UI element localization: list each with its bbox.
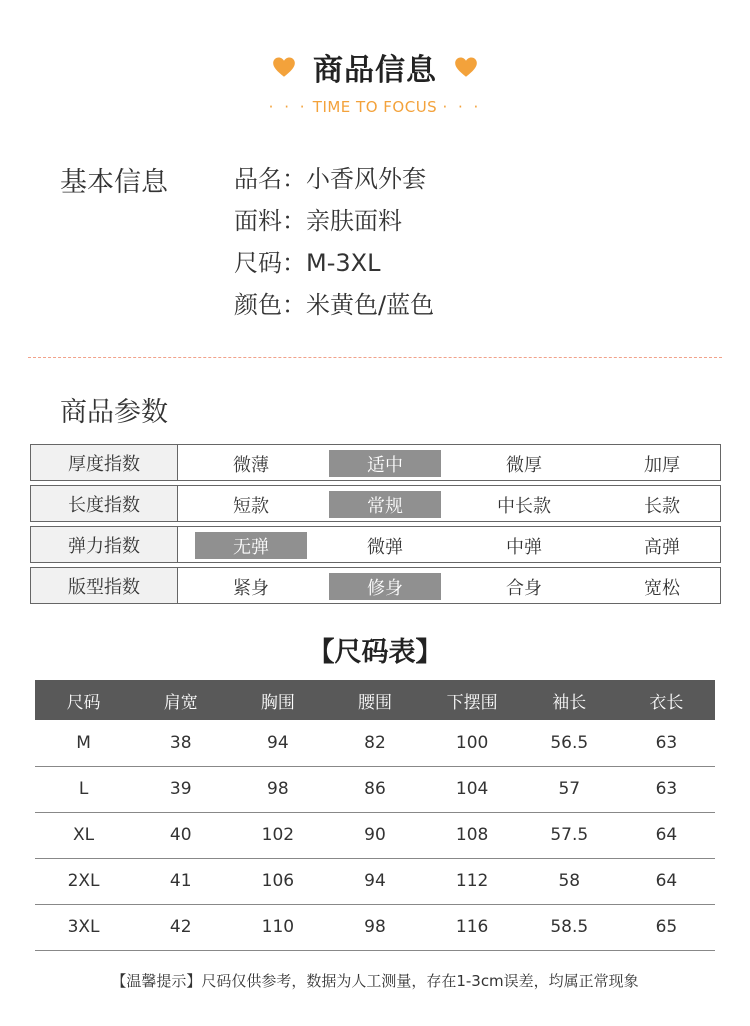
param-label: 长度指数 — [31, 486, 178, 521]
table-cell: 2XL — [35, 858, 132, 904]
table-cell: 104 — [424, 766, 521, 812]
table-cell: 94 — [326, 858, 423, 904]
params-title: 商品参数 — [60, 397, 168, 428]
param-option: 紧身 — [233, 577, 269, 599]
heart-icon — [453, 54, 479, 80]
table-row — [35, 858, 715, 904]
param-options — [178, 486, 720, 521]
subtitle-text: TIME TO FOCUS — [312, 98, 438, 116]
param-option: 高弹 — [644, 536, 680, 558]
table-cell: 108 — [424, 812, 521, 858]
header-sleeve: 袖长 — [521, 680, 618, 720]
basic-info-label: 基本信息 — [60, 167, 168, 198]
param-label: 厚度指数 — [31, 445, 178, 480]
subtitle-dots-right: · · · — [442, 98, 482, 116]
table-cell: 86 — [326, 766, 423, 812]
table-cell: 106 — [229, 858, 326, 904]
table-cell: 3XL — [35, 904, 132, 950]
header-shoulder: 肩宽 — [132, 680, 229, 720]
table-cell: 41 — [132, 858, 229, 904]
table-cell: 82 — [326, 720, 423, 766]
table-cell: 39 — [132, 766, 229, 812]
header-size: 尺码 — [35, 680, 132, 720]
table-cell: 94 — [229, 720, 326, 766]
param-label: 版型指数 — [31, 568, 178, 603]
table-cell: L — [35, 766, 132, 812]
size-table-header-row — [35, 680, 715, 720]
param-label: 弹力指数 — [31, 527, 178, 562]
param-option: 无弹 — [195, 532, 307, 559]
param-option: 微薄 — [233, 454, 269, 476]
param-option: 长款 — [644, 495, 680, 517]
param-options — [178, 527, 720, 562]
basic-info-list — [234, 160, 434, 328]
dashed-divider — [28, 357, 722, 358]
table-row — [35, 720, 715, 766]
param-option: 中弹 — [506, 536, 542, 558]
basic-info-color: 颜色：米黄色/蓝色 — [234, 291, 435, 319]
subtitle-dots-left: · · · — [268, 98, 308, 116]
table-cell: 42 — [132, 904, 229, 950]
param-option: 微厚 — [506, 454, 542, 476]
heart-icon — [271, 54, 297, 80]
table-cell: 65 — [618, 904, 715, 950]
table-cell: 64 — [618, 812, 715, 858]
table-cell: 57 — [521, 766, 618, 812]
size-tip: 【温馨提示】尺码仅供参考，数据为人工测量，存在1-3cm误差，均属正常现象 — [111, 972, 639, 990]
table-row — [35, 766, 715, 812]
param-option: 中长款 — [497, 495, 551, 517]
table-cell: 98 — [229, 766, 326, 812]
table-cell: 100 — [424, 720, 521, 766]
param-row-fit — [30, 567, 721, 604]
basic-info-fabric: 面料：亲肤面料 — [234, 207, 402, 235]
size-table-title: 【尺码表】 — [307, 637, 443, 668]
table-cell: 102 — [229, 812, 326, 858]
table-cell: 90 — [326, 812, 423, 858]
header-length: 衣长 — [618, 680, 715, 720]
header-subtitle — [0, 98, 750, 116]
param-row-thickness — [30, 444, 721, 481]
table-cell: 110 — [229, 904, 326, 950]
param-option: 修身 — [329, 573, 441, 600]
param-options — [178, 445, 720, 480]
param-option: 宽松 — [644, 577, 680, 599]
param-option: 短款 — [233, 495, 269, 517]
param-options — [178, 568, 720, 603]
table-cell: 40 — [132, 812, 229, 858]
param-row-length — [30, 485, 721, 522]
table-cell: 116 — [424, 904, 521, 950]
header-chest: 胸围 — [229, 680, 326, 720]
basic-info-name: 品名：小香风外套 — [234, 165, 426, 193]
table-row — [35, 812, 715, 858]
header-waist: 腰围 — [326, 680, 423, 720]
table-cell: 58 — [521, 858, 618, 904]
param-row-elasticity — [30, 526, 721, 563]
param-option: 合身 — [506, 577, 542, 599]
table-cell: 38 — [132, 720, 229, 766]
table-cell: XL — [35, 812, 132, 858]
page-title: 商品信息 — [313, 53, 437, 88]
param-option: 微弹 — [367, 536, 403, 558]
table-row — [35, 904, 715, 950]
table-cell: 56.5 — [521, 720, 618, 766]
param-option: 加厚 — [644, 454, 680, 476]
section-header — [0, 44, 750, 116]
table-cell: 64 — [618, 858, 715, 904]
header-hem: 下摆围 — [424, 680, 521, 720]
table-cell: 63 — [618, 720, 715, 766]
basic-info-size: 尺码：M-3XL — [234, 249, 381, 277]
table-cell: 57.5 — [521, 812, 618, 858]
param-option: 常规 — [329, 491, 441, 518]
table-cell: 98 — [326, 904, 423, 950]
table-cell: 63 — [618, 766, 715, 812]
table-cell: 58.5 — [521, 904, 618, 950]
header-row — [0, 44, 750, 90]
table-cell: M — [35, 720, 132, 766]
table-cell: 112 — [424, 858, 521, 904]
size-table — [35, 680, 715, 951]
param-option: 适中 — [329, 450, 441, 477]
